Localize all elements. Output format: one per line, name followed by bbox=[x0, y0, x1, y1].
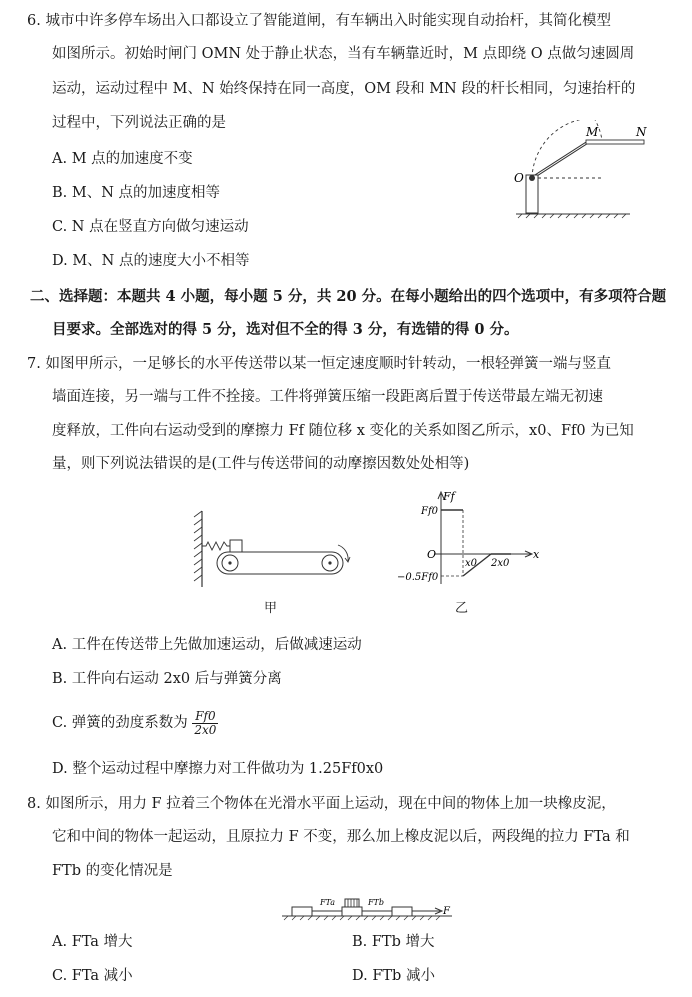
section-2-line-2: 目要求。全部选对的得 5 分，选对但不全的得 3 分，有选错的得 0 分。 bbox=[52, 321, 519, 338]
q7-option-c-numerator: Ff0 bbox=[192, 710, 218, 724]
q8-option-d: D. FTb 减小 bbox=[352, 968, 435, 984]
q7-line-3: 度释放，工件向右运动受到的摩擦力 Ff 随位移 x 变化的关系如图乙所示，x0、Ff0 为已知 bbox=[52, 423, 634, 439]
q6-option-a: A. M 点的加速度不变 bbox=[52, 151, 193, 167]
q7-option-c-fraction bbox=[192, 710, 218, 737]
q6-line-3: 运动，运动过程中 M、N 始终保持在同一高度，OM 段和 MN 段的杆长相同，匀速抬杆的 bbox=[52, 81, 636, 97]
q7-option-b: B. 工件向右运动 2x0 后与弹簧分离 bbox=[52, 671, 282, 687]
q6-line-1: 6. 城市中许多停车场出入口都设立了智能道闸，有车辆出入时能实现自动抬杆，其简化模型 bbox=[27, 13, 611, 29]
q8-line-3: FTb 的变化情况是 bbox=[52, 863, 173, 879]
q7-graph-y-label: Ff bbox=[443, 490, 455, 503]
q8-option-a: A. FTa 增大 bbox=[52, 934, 133, 950]
q7-conveyor-figure bbox=[190, 505, 360, 590]
q8-line-1: 8. 如图所示，用力 F 拉着三个物体在光滑水平面上运动，现在中间的物体上加一块橡皮泥， bbox=[27, 796, 616, 812]
q8-blocks-figure bbox=[280, 888, 460, 924]
q7-line-4: 量，则下列说法错误的是(工件与传送带间的动摩擦因数处处相等) bbox=[52, 456, 470, 472]
q7-graph-x-label: x bbox=[533, 548, 540, 561]
q8-label-fta: FTa bbox=[320, 898, 336, 907]
q7-option-a: A. 工件在传送带上先做加速运动，后做减速运动 bbox=[52, 637, 362, 653]
q6-option-c: C. N 点在竖直方向做匀速运动 bbox=[52, 219, 249, 235]
q7-figure-jia-caption: 甲 bbox=[264, 601, 278, 616]
q7-option-c-text: C. 弹簧的劲度系数为 bbox=[52, 715, 188, 731]
q7-friction-graph bbox=[395, 488, 545, 588]
q6-line-4: 过程中，下列说法正确的是 bbox=[52, 115, 226, 131]
q7-line-2: 墙面连接，另一端与工件不拴接。工件将弹簧压缩一段距离后置于传送带最左端无初速 bbox=[52, 389, 603, 405]
q6-label-o: O bbox=[514, 171, 524, 185]
q8-label-f: F bbox=[443, 906, 450, 917]
q7-graph-y-bottom: −0.5Ff0 bbox=[397, 572, 439, 583]
section-2-line-1: 二、选择题：本题共 4 小题，每小题 5 分，共 20 分。在每小题给出的四个选项中，有多项符合题 bbox=[30, 288, 667, 305]
q6-option-d: D. M、N 点的速度大小不相等 bbox=[52, 253, 250, 269]
q7-graph-x-tick-2: 2x0 bbox=[491, 558, 510, 569]
q7-option-c bbox=[52, 706, 218, 740]
q6-barrier-figure bbox=[510, 120, 680, 225]
q7-graph-origin: O bbox=[427, 548, 437, 561]
q8-label-ftb: FTb bbox=[368, 898, 385, 907]
q8-option-c: C. FTa 减小 bbox=[52, 968, 133, 984]
q7-line-1: 7. 如图甲所示，一足够长的水平传送带以某一恒定速度顺时针转动，一根轻弹簧一端与竖直 bbox=[27, 356, 611, 372]
q7-graph-y-top: Ff0 bbox=[421, 506, 439, 517]
q6-label-m: M bbox=[586, 125, 599, 139]
q8-line-2: 它和中间的物体一起运动，且原拉力 F 不变，那么加上橡皮泥以后，两段绳的拉力 FTa 和 bbox=[52, 829, 630, 845]
q7-option-d: D. 整个运动过程中摩擦力对工件做功为 1.25Ff0x0 bbox=[52, 761, 384, 777]
q8-option-b: B. FTb 增大 bbox=[352, 934, 435, 950]
q7-option-c-denominator: 2x0 bbox=[194, 722, 217, 737]
q6-line-2: 如图所示。初始时闸门 OMN 处于静止状态，当有车辆靠近时，M 点即绕 O 点做匀速圆周 bbox=[52, 46, 635, 62]
q6-option-b: B. M、N 点的加速度相等 bbox=[52, 185, 221, 201]
q7-graph-x-tick-1: x0 bbox=[465, 558, 478, 569]
q7-figure-yi-caption: 乙 bbox=[455, 601, 469, 616]
q6-label-n: N bbox=[636, 125, 647, 139]
